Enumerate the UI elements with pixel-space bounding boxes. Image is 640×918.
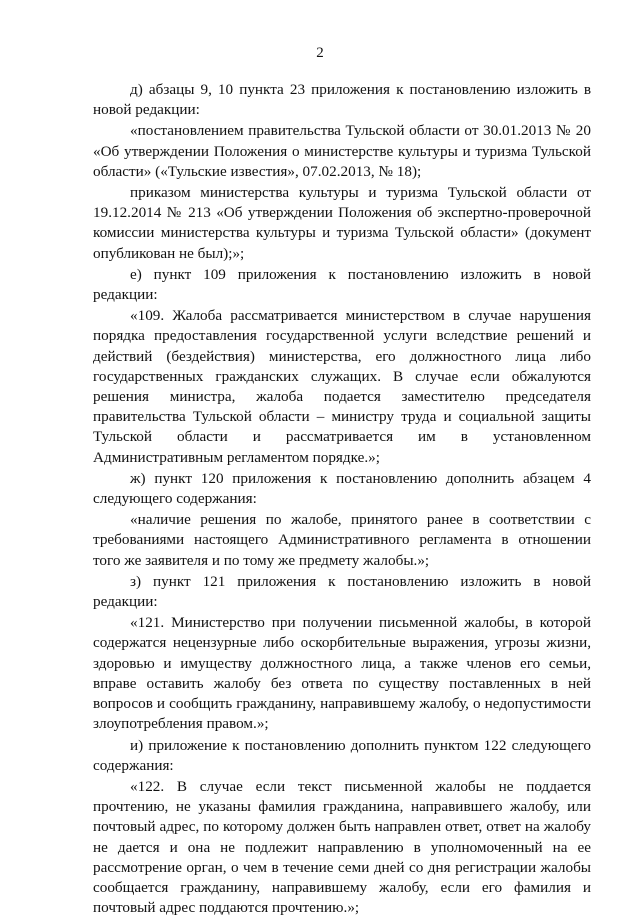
paragraph-d: д) абзацы 9, 10 пункта 23 приложения к постановлению изложить в новой редакции:: [93, 81, 591, 119]
paragraph-i: и) приложение к постановлению дополнить пунктом 122 следующего содержания:: [93, 736, 591, 774]
clause-122: «122. В случае если текст письменной жалобы не поддается прочтению, не указаны фамилия гражданина, направившего жалобу, или почтовый адрес, по которому должен быть направлен ответ, ответ на жалобу не дается и она не подлежит направлению в уполномоченный на ее рассмотрение орган, о чем в течение семи дней со дня регистрации жалобы сообщается гражданину, направившему жалобу, если его фамилия и почтовый адрес поддаются прочтению.»;: [93, 777, 591, 917]
quote-ministry-order: приказом министерства культуры и туризма Тульской области от 19.12.2014 № 213 «Об утверждении Положения об экспертно-проверочной комиссии министерства культуры и туризма Тульской области» (документ опубликован не был);»;: [93, 184, 591, 262]
paragraph-e: е) пункт 109 приложения к постановлению изложить в новой редакции:: [93, 265, 591, 304]
document-body: [93, 80, 591, 918]
quote-government-decree: «постановлением правительства Тульской области от 30.01.2013 № 20 «Об утверждении Положения о министерстве культуры и туризма Тульской области» («Тульские известия», 07.02.2013, № 18);: [93, 122, 591, 180]
paragraph-zh: ж) пункт 120 приложения к постановлению дополнить абзацем 4 следующего содержания:: [93, 469, 591, 508]
clause-120-addition: «наличие решения по жалобе, принятого ранее в соответствии с требованиями настоящего Административного регламента в отношении того же заявителя и по тому же предмету жалобы.»;: [93, 511, 591, 569]
paragraph-z: з) пункт 121 приложения к постановлению изложить в новой редакции:: [93, 572, 591, 611]
page-number: 2: [316, 45, 324, 61]
clause-109: «109. Жалоба рассматривается министерством в случае нарушения порядка предоставления государственной услуги вследствие решений и действий (бездействия) министерства, его должностного лица либо государственных гражданских служащих. В случае если обжалуются решения министра, жалоба подается заместителю председателя правительства Тульской области – министру труда и социальной защиты Тульской области и рассматривается им в установленном Административным регламентом порядке.»;: [93, 307, 591, 466]
clause-121: «121. Министерство при получении письменной жалобы, в которой содержатся нецензурные либо оскорбительные выражения, угрозы жизни, здоровью и имуществу должностного лица, а также членов его семьи, вправе оставить жалобу без ответа по существу поставленных в ней вопросов и сообщить гражданину, направившему жалобу, о недопустимости злоупотребления правом.»;: [93, 614, 591, 733]
